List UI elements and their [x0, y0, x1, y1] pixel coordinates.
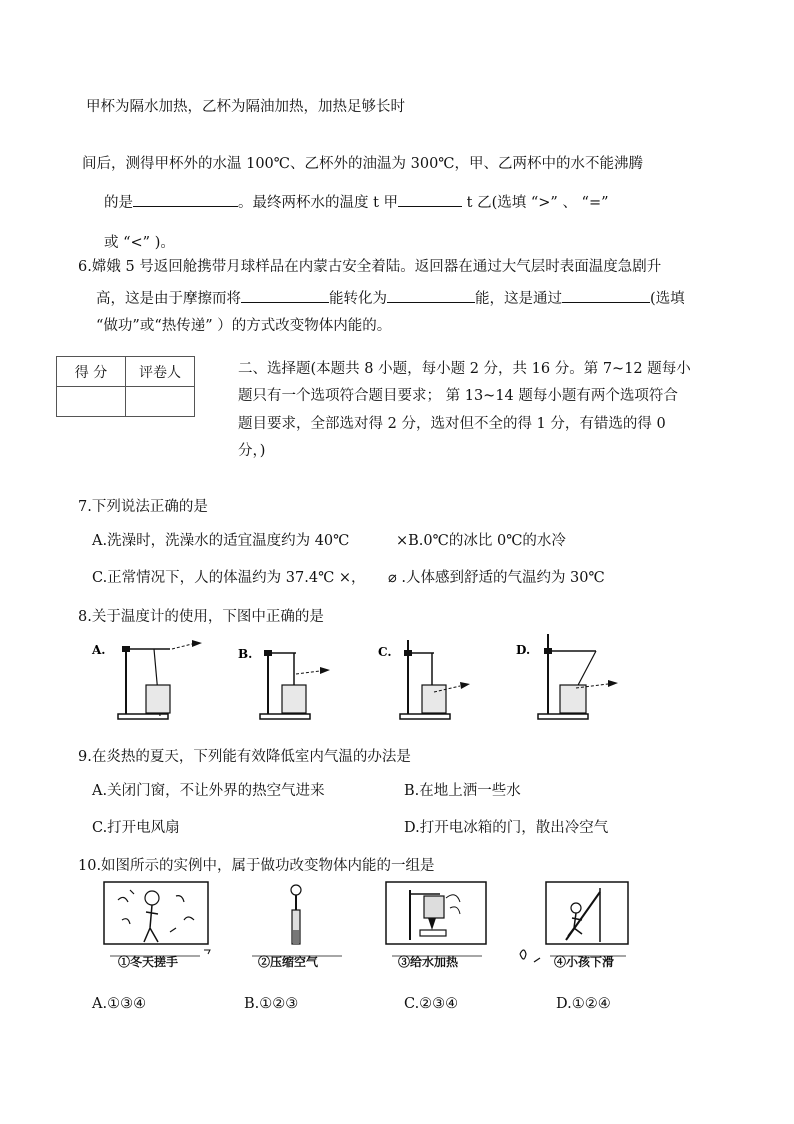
q10-caption-1: ①冬天搓手 — [118, 955, 179, 969]
q6-blank-1[interactable] — [241, 288, 329, 303]
q8-label-c: C. — [378, 645, 392, 659]
q9-option-a[interactable]: A.关闭门窗，不让外界的热空气进来 — [92, 783, 325, 799]
q6-blank-2[interactable] — [387, 288, 475, 303]
q5-line2: 间后，测得甲杯外的水温 100℃、乙杯外的油温为 300℃，甲、乙两杯中的水不能沸腾 — [82, 156, 644, 172]
q6-line3: “做功”或“热传递” ）的方式改变物体内能的。 — [96, 318, 392, 334]
q8-figure-c[interactable] — [374, 630, 494, 722]
q9-option-d[interactable]: D.打开电冰箱的门，散出冷空气 — [404, 820, 609, 836]
q7-option-c[interactable]: C.正常情况下，人的体温约为 37.4℃ ×， — [92, 570, 366, 586]
q5-blank-1[interactable] — [133, 192, 238, 207]
q10-figure-1[interactable] — [100, 880, 220, 972]
q9-stem: 9.在炎热的夏天，下列能有效降低室内气温的办法是 — [78, 749, 411, 765]
q10-option-c[interactable]: C.②③④ — [404, 996, 459, 1012]
q7-option-d[interactable]: ⌀ .人体感到舒适的气温约为 30℃ — [388, 570, 605, 586]
q5-text-c: t 乙(选填 “>” 、 “=” — [462, 195, 609, 211]
score-cell[interactable] — [57, 387, 126, 417]
q7-option-a[interactable]: A.洗澡时，洗澡水的适宜温度约为 40℃ — [92, 533, 350, 549]
q6-line1: 6.嫦娥 5 号返回舱携带月球样品在内蒙古安全着陆。返回器在通过大气层时表面温度急剧升 — [78, 259, 662, 275]
q8-stem: 8.关于温度计的使用，下图中正确的是 — [78, 609, 324, 625]
score-header: 得 分 — [57, 357, 126, 387]
q9-option-b[interactable]: B.在地上洒一些水 — [404, 783, 521, 799]
q8-figure-a[interactable] — [88, 630, 208, 722]
q6-text-d: (选填 — [650, 291, 685, 307]
score-table — [56, 356, 195, 417]
section2-line3: 题目要求，全部选对得 2 分，选对但不全的得 1 分，有错选的得 0 — [238, 416, 666, 432]
q10-caption-4: ④小孩下滑 — [554, 955, 615, 969]
grader-header: 评卷人 — [126, 357, 195, 387]
q6-line2 — [96, 288, 685, 309]
q8-label-d: D. — [516, 643, 531, 657]
q6-text-a: 高，这是由于摩擦而将 — [96, 291, 241, 307]
q10-figure-3[interactable] — [380, 880, 500, 972]
q10-figure-2[interactable] — [238, 880, 358, 972]
q5-text-a: 的是 — [104, 195, 133, 211]
q6-blank-3[interactable] — [562, 288, 650, 303]
q8-figure-b[interactable] — [234, 630, 354, 722]
q5-line4: 或 “<” )。 — [104, 235, 175, 251]
q8-label-a: A. — [92, 643, 106, 657]
q10-option-b[interactable]: B.①②③ — [244, 996, 299, 1012]
q10-caption-2: ②压缩空气 — [258, 955, 319, 969]
q6-text-b: 能转化为 — [329, 291, 387, 307]
q8-figure-d[interactable] — [512, 630, 632, 722]
q5-text-b: 。最终两杯水的温度 t 甲 — [238, 195, 399, 211]
q10-option-d[interactable]: D.①②④ — [556, 996, 611, 1012]
section2-line2: 题只有一个选项符合题目要求； 第 13~14 题每小题有两个选项符合 — [238, 388, 678, 404]
q8-label-b: B. — [238, 647, 253, 661]
q10-figure-4[interactable] — [512, 880, 632, 972]
q5-line1: 甲杯为隔水加热，乙杯为隔油加热，加热足够长时 — [86, 99, 405, 115]
q5-line3 — [104, 192, 609, 213]
section2-line1: 二、选择题(本题共 8 小题，每小题 2 分，共 16 分。第 7~12 题每小 — [238, 361, 691, 377]
q10-option-a[interactable]: A.①③④ — [92, 996, 147, 1012]
q10-stem: 10.如图所示的实例中，属于做功改变物体内能的一组是 — [78, 858, 435, 874]
grader-cell[interactable] — [126, 387, 195, 417]
q5-blank-2[interactable] — [398, 192, 462, 207]
q6-text-c: 能，这是通过 — [475, 291, 562, 307]
q7-stem: 7.下列说法正确的是 — [78, 499, 208, 515]
q9-option-c[interactable]: C.打开电风扇 — [92, 820, 180, 836]
q10-caption-3: ③给水加热 — [398, 955, 459, 969]
section2-line4: 分，) — [238, 443, 266, 459]
q7-option-b[interactable]: ×B.0℃的冰比 0℃的水冷 — [396, 533, 566, 549]
